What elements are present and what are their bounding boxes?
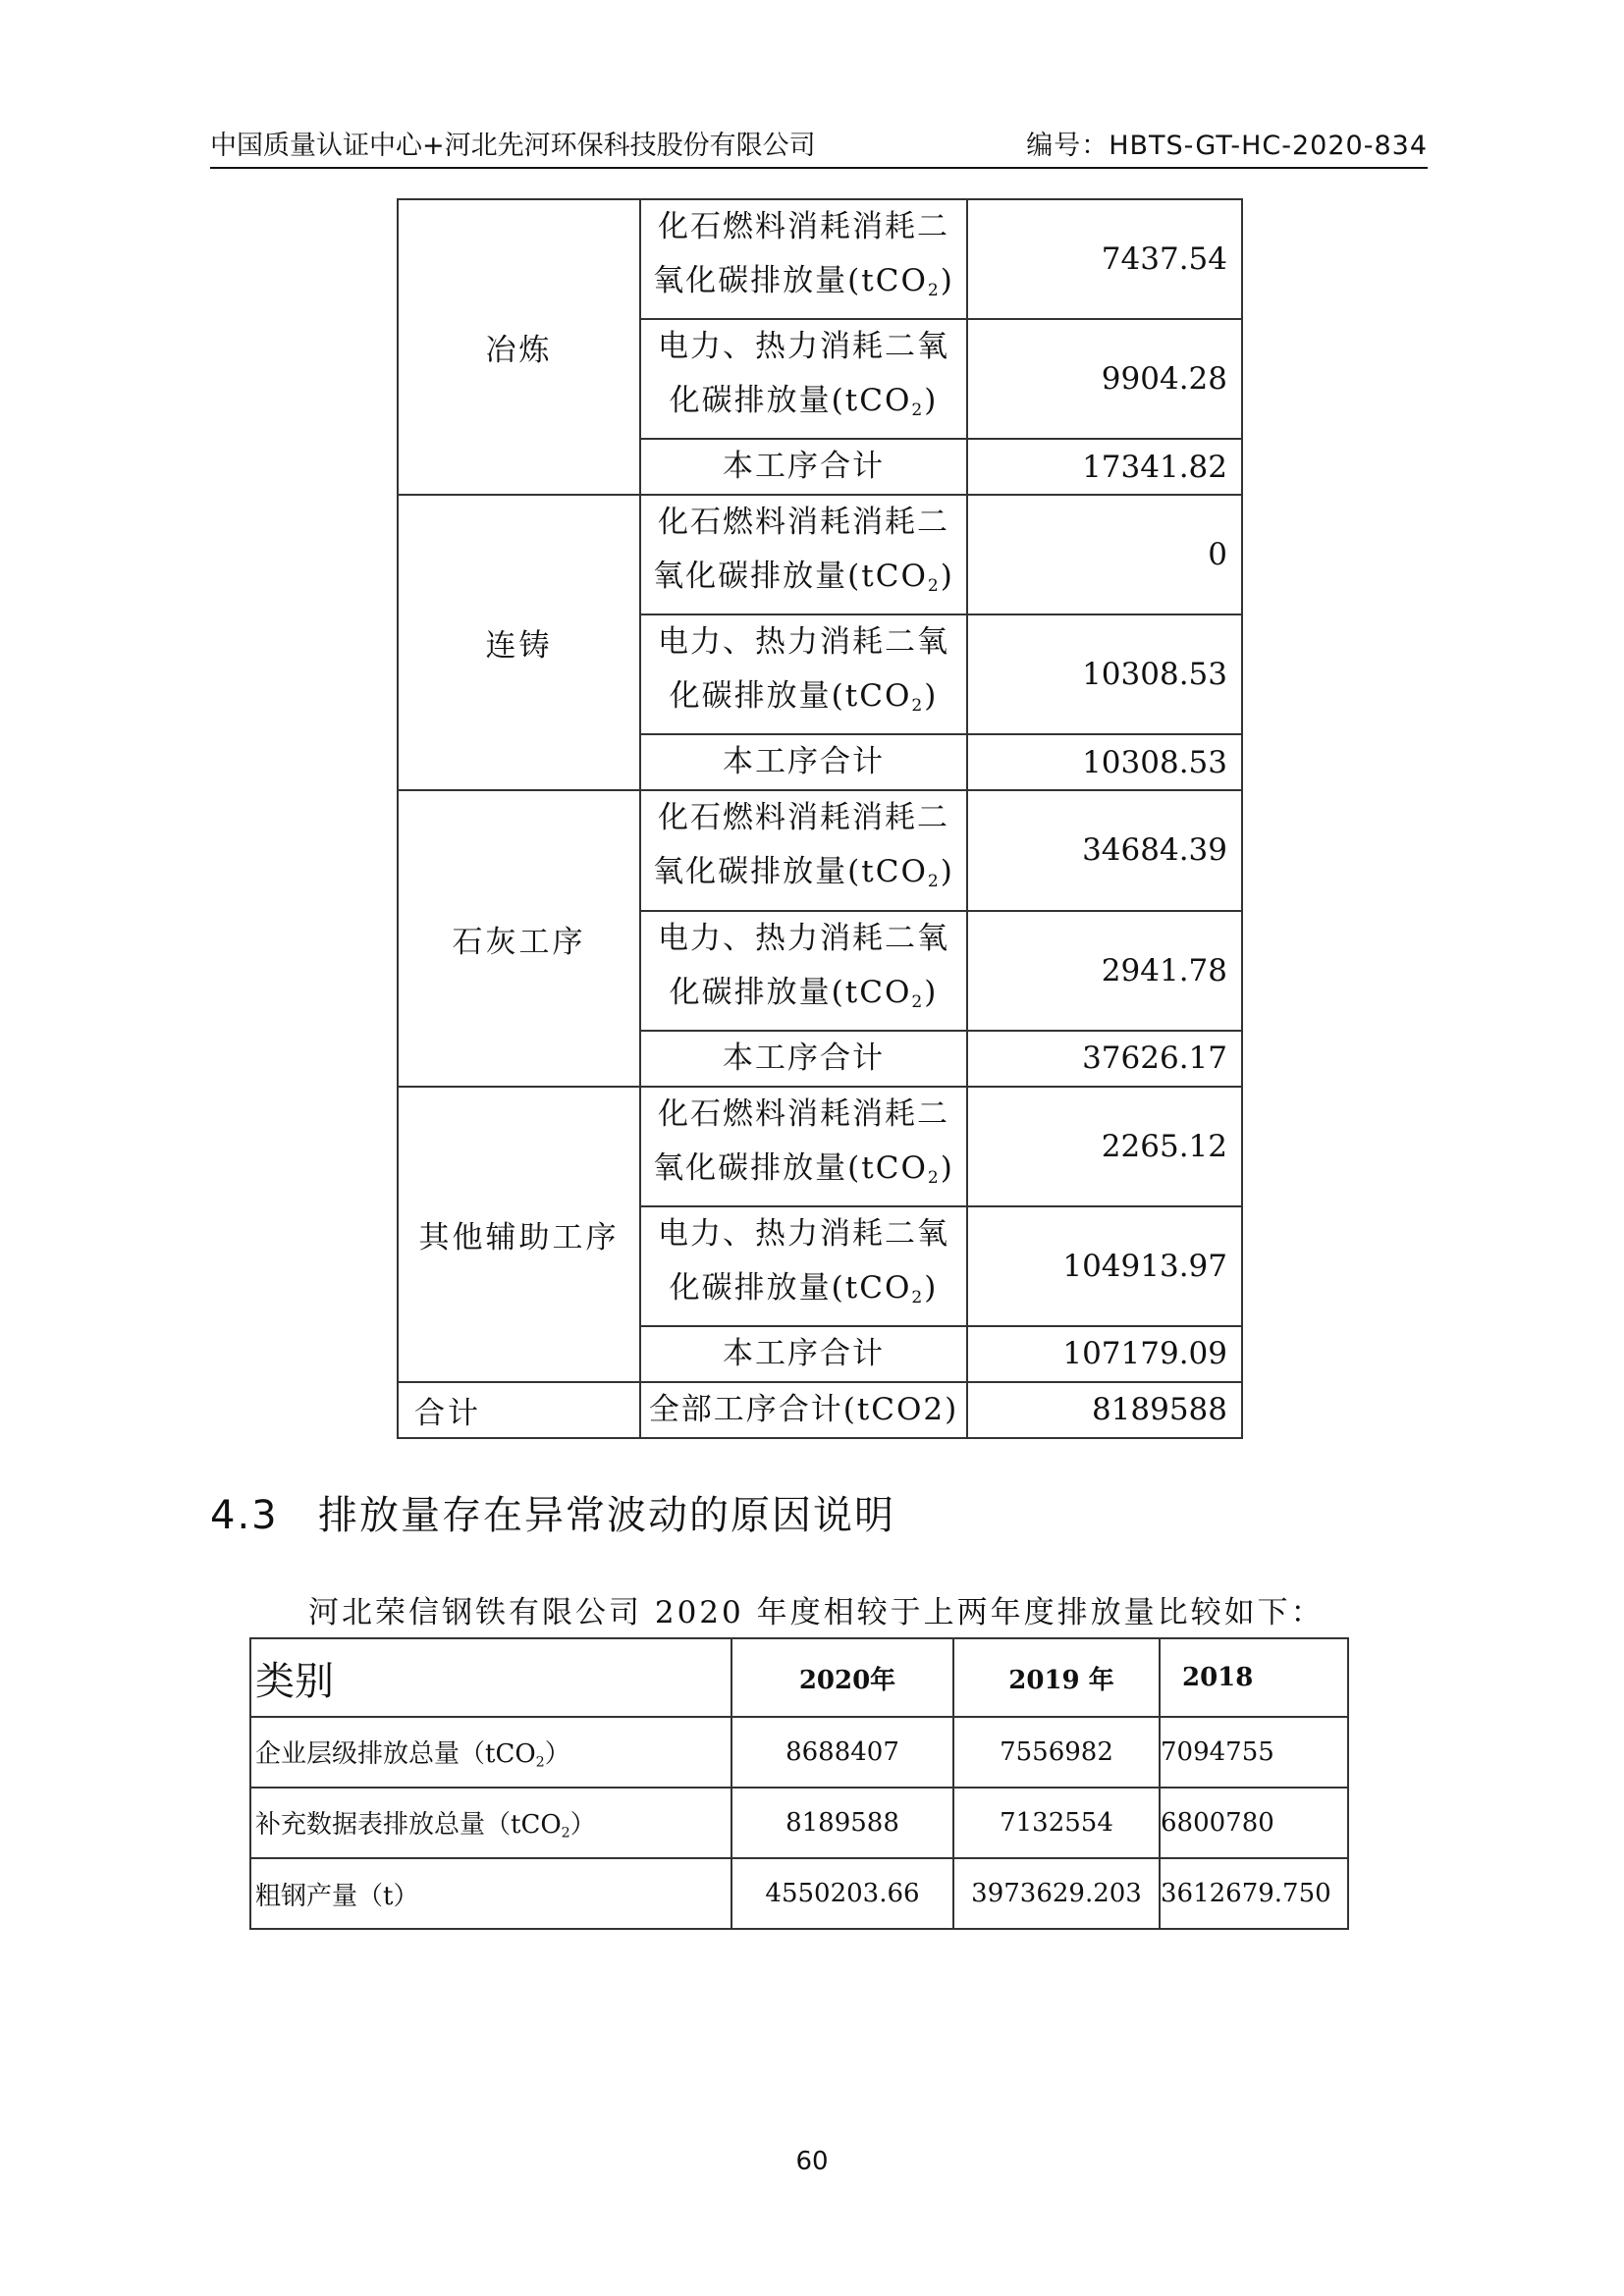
item-label-line: 化碳排放量(tCO$_2$): [669, 383, 939, 421]
item-label-line: 电力、热力消耗二氧: [658, 1215, 949, 1252]
item-label-line: 氧化碳排放量(tCO$_2$): [653, 854, 954, 892]
table-row: [398, 1087, 1242, 1206]
subtotal-label: 本工序合计: [640, 1031, 967, 1087]
subtotal-value: 37626.17: [967, 1031, 1242, 1087]
subscript: 2: [927, 872, 941, 892]
table-row: [398, 199, 1242, 319]
item-label-line: 化石燃料消耗消耗二: [658, 209, 949, 244]
item-label-line: 电力、热力消耗二氧: [658, 624, 949, 661]
total-label: 合计: [398, 1382, 640, 1438]
process-name: 连铸: [398, 495, 640, 790]
fossil-value: 0: [967, 495, 1242, 614]
section-heading: [210, 1484, 895, 1540]
process-name: 石灰工序: [398, 790, 640, 1086]
item-label: [640, 319, 967, 439]
section-title: 排放量存在异常波动的原因说明: [318, 1493, 895, 1538]
row-category: 企业层级排放总量（tCO$_2$）: [250, 1717, 731, 1788]
item-label: [640, 199, 967, 319]
header-organization: 中国质量认证中心+河北先河环保科技股份有限公司: [210, 131, 816, 161]
subscript: 2: [927, 281, 941, 301]
subscript: 2: [561, 1825, 570, 1842]
page-header: [210, 124, 1428, 169]
value-2020: 8189588: [731, 1788, 953, 1858]
page-number: 60: [795, 2147, 829, 2176]
table-row: [398, 495, 1242, 614]
item-label-line: 氧化碳排放量(tCO$_2$): [653, 1149, 954, 1188]
subtotal-value: 17341.82: [967, 439, 1242, 495]
comparison-row: [250, 1717, 1348, 1788]
header-2020: 2020年: [731, 1638, 953, 1717]
subtotal-label: 本工序合计: [640, 734, 967, 790]
subtotal-value: 107179.09: [967, 1326, 1242, 1382]
item-label: [640, 790, 967, 910]
value-2019: 3973629.203: [953, 1858, 1160, 1929]
subtotal-label: 本工序合计: [640, 439, 967, 495]
value-2018: 6800780: [1160, 1788, 1348, 1858]
item-label-line: 化碳排放量(tCO$_2$): [669, 974, 939, 1012]
comparison-row: [250, 1788, 1348, 1858]
item-label: [640, 911, 967, 1031]
electric-value: 2941.78: [967, 911, 1242, 1031]
subscript: 2: [911, 696, 925, 717]
value-2019: 7132554: [953, 1788, 1160, 1858]
item-label: [640, 495, 967, 614]
item-label-line: 化石燃料消耗消耗二: [658, 800, 949, 836]
process-emission-table: [397, 198, 1243, 1439]
electric-value: 10308.53: [967, 614, 1242, 734]
subscript: 2: [927, 576, 941, 597]
process-name: 其他辅助工序: [398, 1087, 640, 1382]
comparison-row: [250, 1858, 1348, 1929]
item-label: [640, 1206, 967, 1326]
item-label: [640, 1087, 967, 1206]
item-label-line: 化碳排放量(tCO$_2$): [669, 1269, 939, 1308]
fossil-value: 2265.12: [967, 1087, 1242, 1206]
fossil-value: 7437.54: [967, 199, 1242, 319]
item-label-line: 氧化碳排放量(tCO$_2$): [653, 263, 954, 301]
value-2020: 8688407: [731, 1717, 953, 1788]
electric-value: 104913.97: [967, 1206, 1242, 1326]
item-label-line: 化碳排放量(tCO$_2$): [669, 678, 939, 717]
subscript: 2: [927, 1167, 941, 1188]
year-comparison-table: [249, 1637, 1349, 1930]
value-2018: 3612679.750: [1160, 1858, 1348, 1929]
row-category: 粗钢产量（t）: [250, 1858, 731, 1929]
fossil-value: 34684.39: [967, 790, 1242, 910]
total-value: 8189588: [967, 1382, 1242, 1438]
subtotal-label: 本工序合计: [640, 1326, 967, 1382]
value-2020: 4550203.66: [731, 1858, 953, 1929]
item-label-line: 氧化碳排放量(tCO$_2$): [653, 559, 954, 597]
subscript: 2: [911, 991, 925, 1012]
item-label: [640, 614, 967, 734]
subscript: 2: [911, 400, 925, 421]
total-row: [398, 1382, 1242, 1438]
table-row: [398, 790, 1242, 910]
item-label-line: 化石燃料消耗消耗二: [658, 505, 949, 541]
header-2018: 2018: [1160, 1638, 1348, 1717]
item-label-line: 电力、热力消耗二氧: [658, 329, 949, 365]
subtotal-value: 10308.53: [967, 734, 1242, 790]
header-2019: 2019 年: [953, 1638, 1160, 1717]
item-label-line: 化石燃料消耗消耗二: [658, 1095, 949, 1132]
electric-value: 9904.28: [967, 319, 1242, 439]
value-2019: 7556982: [953, 1717, 1160, 1788]
section-number: 4.3: [210, 1493, 279, 1538]
total-item: 全部工序合计(tCO2): [640, 1382, 967, 1438]
row-category: 补充数据表排放总量（tCO$_2$）: [250, 1788, 731, 1858]
subscript: 2: [911, 1287, 925, 1308]
header-category: 类别: [250, 1638, 731, 1717]
process-name: 冶炼: [398, 199, 640, 495]
comparison-header-row: [250, 1638, 1348, 1717]
header-document-number: 编号：HBTS-GT-HC-2020-834: [1026, 131, 1428, 161]
item-label-line: 电力、热力消耗二氧: [658, 920, 949, 956]
value-2018: 7094755: [1160, 1717, 1348, 1788]
subscript: 2: [535, 1754, 545, 1771]
intro-paragraph: 河北荣信钢铁有限公司 2020 年度相较于上两年度排放量比较如下：: [308, 1595, 1325, 1630]
